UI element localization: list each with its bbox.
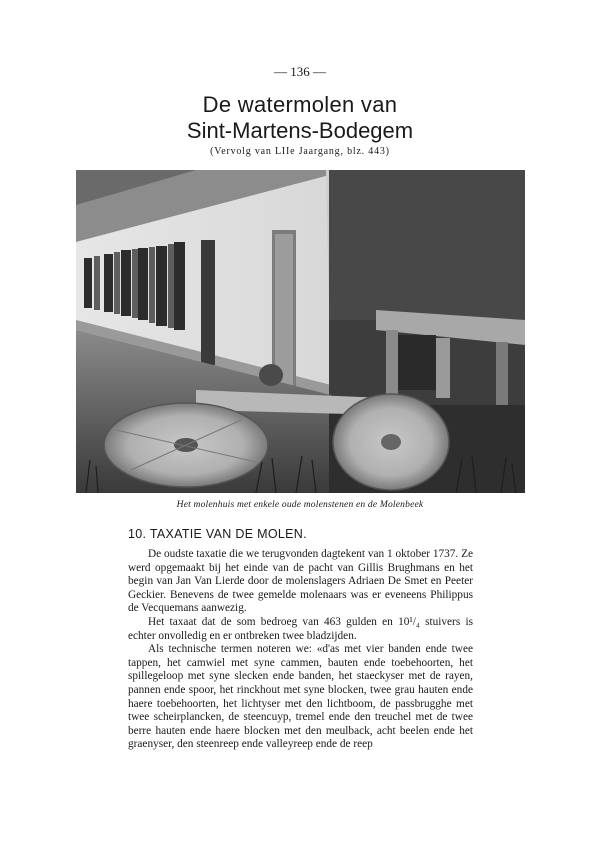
section-heading: 10. TAXATIE VAN DE MOLEN. (128, 527, 307, 541)
page-number: — 136 — (274, 64, 326, 79)
article-title-line-1: De watermolen van (202, 92, 398, 117)
paragraph: Het taxaat dat de som bedroeg van 463 gulden en 10¹/₄ stuivers is echter onvolledig en er ontbreken twee bladzijden. (128, 615, 473, 642)
article-subtitle: (Vervolg van LIIe Jaargang, blz. 443) (210, 146, 390, 157)
photo-caption: Het molenhuis met enkele oude molenstenen en de Molenbeek (176, 500, 424, 510)
article-title-line-2: Sint-Martens-Bodegem (186, 118, 414, 143)
paragraph: De oudste taxatie die we terugvonden dagtekent van 1 oktober 1737. Ze werd opgemaakt bij het einde van de pacht van Gillis Brughmans en het begin van Jan Van Lierde door de molenslagers Adriaen De Smet en Peeter Geckier. Benevens de twee gemelde molenaars was er eveneens Philippus de Vecquemans aanwezig. (128, 548, 473, 615)
body-text (128, 548, 473, 752)
mill-house-photo (76, 170, 525, 493)
paragraph: Als technische termen noteren we: «d'as met vier banden ende twee tappen, het camwiel met syne cammen, bauten ende toebehoorten, het spillegeloop met syne slecken ende banden, het staeckyser met de rayen, pannen ende spoor, het rinckhout met syne blocken, twee grau hauten ende haere toebehoorten, het lichtyser met den lichtboom, de passbrugghe met twee scheirplancken, de steencuyp, tremel ende den treuchel met de twee berre hauten ende haere blocken met den meulback, acht beelen ende het graenyser, den steenreep ende valleyreep ende de reep (128, 643, 473, 751)
mill-house-photo-illustration (76, 170, 525, 493)
